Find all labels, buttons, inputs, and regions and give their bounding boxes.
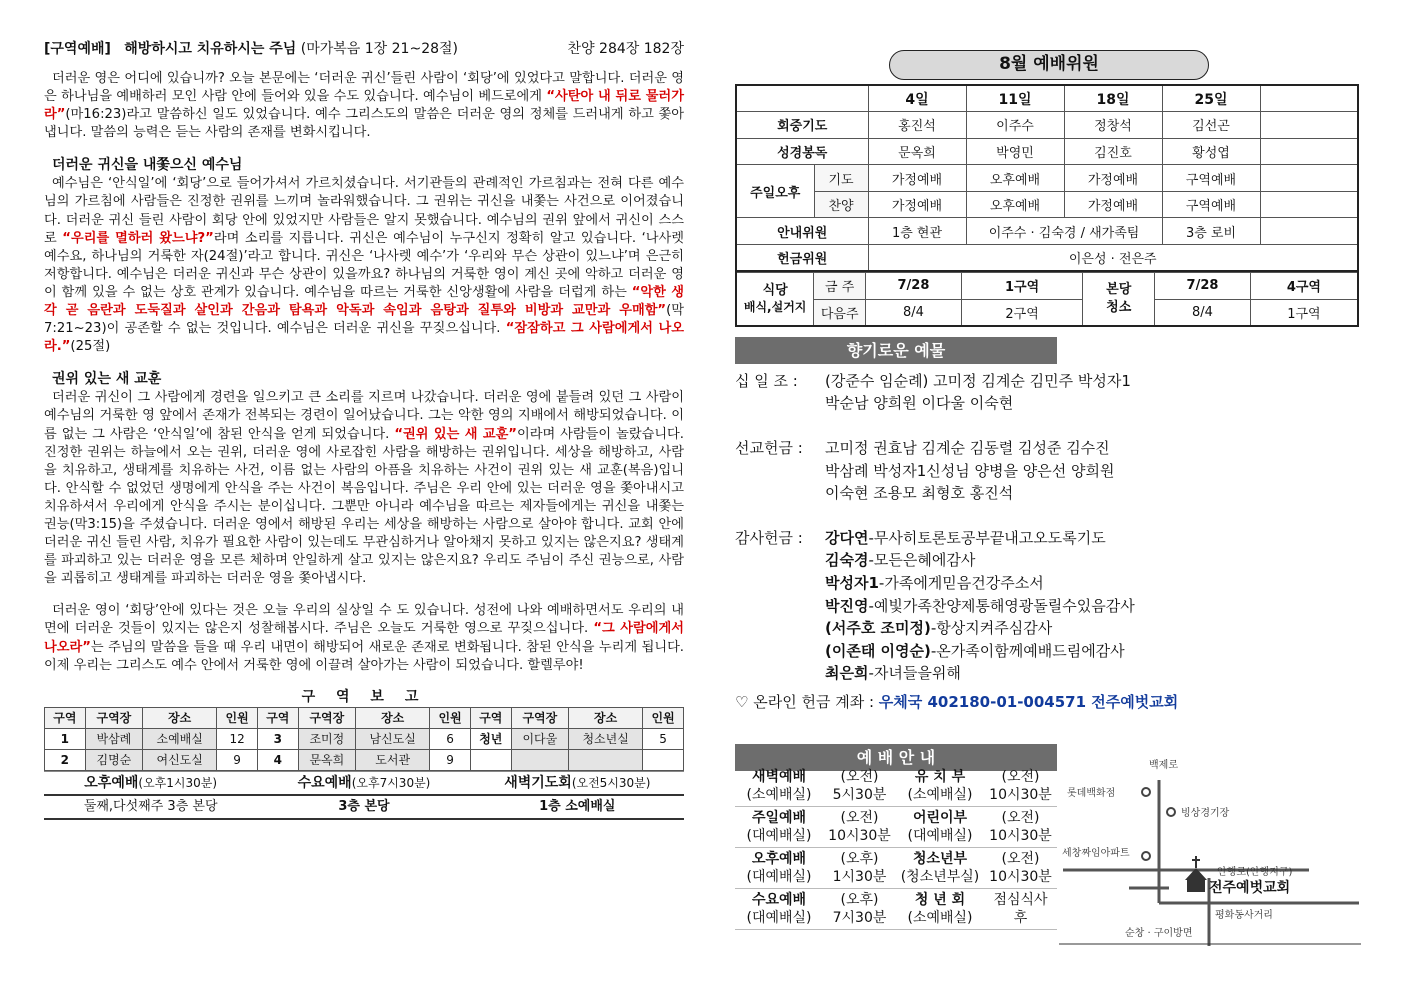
kitchen-cleaning-table: 식당 배식,설거지 금 주 7/28 1구역 본당 청소 7/28 4구역 다음주 8/4 2구역 8/4 1구역 (735, 272, 1359, 327)
table-row (45, 728, 684, 749)
section-2-paragraph: 더러운 귀신이 그 사람에게 경련을 일으키고 큰 소리를 지르며 나갔습니다. 더러운 영에 붙들려 있던 그 사람이 예수님의 거룩한 영 앞에서 존재가 전복되는 경련이 일어났습니다. 그는 악한 영의 지배에서 해방되었습니다. 이름 없는 그 사람은 ‘안식일’에 참된 안식을 얻게 되었습니다. “권위 있는 새 교훈”이라며 사람들이 놀랐습니다. 진정한 권위는 하늘에서 오는 권위, 더러운 영에 사로잡힌 사람을 해방하는 권위입니다. 세상을 해방하고, 사람을 치유하고, 생태계를 치유하는 사건, 이름 없는 사람의 아픔을 치유하는 사건이 권위 있는 새 교훈(복음)입니다. 안식할 수 없었던 생명에게 안식을 주는 사건이 복음입니다. 주님은 우리 안에 있는 더러운 영을 쫓아내시고 치유하셔서 우리에게 안식을 주시는 분이십니다. 그뿐만 아니라 예수님을 따르는 제자들에게는 귀신을 내쫓는 권능(막3:15)을 주셨습니다. 더러운 영에서 해방된 우리는 세상을 해방하는 사람으로 살아야 합니다. 교회 안에 더러운 귀신 들린 사람, 치유가 필요한 사람이 있는데도 무관심하거나 알아채지 못하고 있지는 않은지요? 생태계를 파괴하고 있는 더러운 영을 모른 체하며 안일하게 살고 있지는 않은지요? 우리도 주님이 주신 권능으로, 사람을 괴롭히고 생태계를 파괴하는 더러운 영을 쫓아냅시다. (44, 390, 684, 587)
guide-title: 예 배 안 내 (735, 744, 1057, 771)
map-label-sunchang: 순창 · 구이방면 (1125, 928, 1193, 939)
guide-cell: (오후) 1시30분 (823, 848, 896, 889)
report-cell: 6 (430, 728, 471, 749)
report-cell: 소예배실 (143, 728, 217, 749)
guide-row (735, 889, 1057, 930)
sermon-scripture: (마가복음 1장 21~28절) (300, 41, 459, 57)
guide-cell: (오전) 10시30분 (984, 766, 1057, 807)
wednesday-service: 수요예배(오후7시30분) (297, 774, 431, 791)
info-page (735, 50, 1363, 950)
map-label-lotte: 롯데백화점 (1067, 788, 1116, 799)
report-cell (643, 749, 684, 770)
report-cell: 청소년실 (569, 728, 643, 749)
report-cell: 조미정 (298, 728, 355, 749)
guide-cell: 점심식사 후 (984, 889, 1057, 930)
report-cell: 박삼례 (85, 728, 142, 749)
report-header-cell: 장소 (569, 707, 643, 728)
report-cell: 9 (217, 749, 258, 770)
apartment-marker (1142, 852, 1150, 860)
report-cell: 청년 (470, 728, 511, 749)
online-account: 우체국 402180-01-004571 전주예벗교회 (878, 692, 1179, 711)
report-header-cell: 구역 (257, 707, 298, 728)
thanks-section: 감사헌금 : 강다연-무사히토론토공부끝내고오도록기도 김숙경-모든은혜에감사 박성자1-가족에게믿음건강주소서 박진영-예빛가족찬양제통해영광돌릴수있음감사 (서주호 조미정)-항상지켜주심감사 (이존태 이영순)-온가족이함께예배드림에감사 최은희-자녀들을위해 (735, 528, 1135, 683)
guide-row (735, 848, 1057, 889)
guide-cell: (오전) 10시30분 (984, 848, 1057, 889)
report-cell (511, 749, 568, 770)
sermon-header (44, 38, 684, 60)
report-cell (569, 749, 643, 770)
sermon-category: [구역예배] (44, 41, 111, 57)
guide-cell: (오전) 10시30분 (984, 807, 1057, 848)
sermon-page (44, 38, 684, 948)
ice-rink-marker (1167, 808, 1175, 816)
wednesday-place: 3층 본당 (338, 798, 390, 814)
guide-cell: (오전) 10시30분 (823, 807, 896, 848)
guide-cell: 새벽예배 (소예배실) (735, 766, 823, 807)
report-cell: 3 (257, 728, 298, 749)
final-paragraph: 더러운 영이 ‘회당’안에 있다는 것은 오늘 우리의 실상일 수 도 있습니다. 성전에 나와 예배하면서도 우리의 내면에 더러운 것들이 있지는 않은지 성찰해봅시다. 주님은 오늘도 거룩한 영으로 꾸짖으십니다. “그 사람에게서 나오라”는 주님의 말씀을 들을 때 우리 내면이 해방되어 새로운 존재로 변화됩니다. 참된 안식을 누리게 됩니다. 이제 우리는 그리스도 예수 안에서 거룩한 영에 이끌려 살아가는 사람이 되었습니다. 할렐루야! (44, 603, 684, 673)
report-cell: 김명순 (85, 749, 142, 770)
tithe-section: 십 일 조 : (강준수 임순례) 고미정 김계순 김민주 박성자1 박순남 양희원 이다울 이숙현 (735, 371, 1131, 413)
report-header-cell: 장소 (143, 707, 217, 728)
service-places-row (44, 796, 684, 820)
offerings-title: 향기로운 예물 (735, 337, 1057, 364)
map-label-sechang: 세창짜임아파트 (1062, 848, 1130, 859)
report-header-cell: 인원 (643, 707, 684, 728)
guide-cell: (오후) 7시30분 (823, 889, 896, 930)
worship-guide-table (735, 766, 1057, 930)
guide-row (735, 807, 1057, 848)
report-header-cell: 구역장 (85, 707, 142, 728)
section-1-paragraph: 예수님은 ‘안식일’에 ‘회당’으로 들어가셔서 가르치셨습니다. 서기관들의 관례적인 가르침과는 전혀 다른 예수님의 가르침에 사람들은 진정한 권위를 느끼며 놀라워했습니다. 그 권위는 귀신을 내쫓는 사건으로 이어졌습니다. 더러운 귀신 들린 사람이 회당 안에 있었지만 사람들은 알지 못했습니다. 예수님의 권위 앞에서 귀신이 스스로 “우리를 멸하러 왔느냐?”라며 소리를 지릅니다. 귀신은 예수님이 누구신지 정확히 알고 있습니다. ‘나사렛 예수요, 하나님의 거룩한 자(24절)’라고 합니다. 귀신은 ‘나사렛 예수’가 ‘우리와 무슨 상관이 있느냐’며 은근히 저항합니다. 예수님은 더러운 귀신과 무슨 상관이 있을까요? 하나님의 거룩한 영이 계신 곳에 악하고 더러운 영이 함께 있을 수 없는 상호 관계가 있습니다. 예수님을 따르는 거룩한 신앙생활에 사람을 더럽게 하는 “악한 생각 곧 음란과 도둑질과 살인과 간음과 탐욕과 악독과 속임과 음탕과 질투와 비방과 교만과 우매함”(막7:21~23)이 공존할 수 없는 것입니다. 예수님은 더러운 귀신을 꾸짖으십니다. “잠잠하고 그 사람에게서 나오라.”(25절) (44, 176, 685, 355)
guide-cell: 어린이부 (대예배실) (896, 807, 984, 848)
section-1-title: 더러운 귀신을 내쫓으신 예수님 (52, 157, 243, 174)
dawn-prayer: 새벽기도회(오전5시30분) (504, 774, 651, 791)
report-cell: 남신도실 (356, 728, 430, 749)
intro-paragraph: 더러운 영은 어디에 있습니까? 오늘 본문에는 ‘더러운 귀신’들린 사람이 ‘회당’에 있었다고 말합니다. 더러운 영은 하나님을 예배하러 모인 사람 안에 들어와 있을 수도 있습니다. 예수님이 베드로에게 “사탄아 내 뒤로 물러가라”(마16:23)라고 말씀하신 일도 있었습니다. 예수 그리스도의 말씀은 더러운 영의 정체를 드러내게 하고 쫓아냅니다. 말씀의 능력은 듣는 사람의 존재를 변화시킵니다. (44, 71, 684, 141)
church-icon (1185, 856, 1207, 892)
district-report-title: 구 역 보 고 (301, 688, 427, 705)
afternoon-service: 오후예배(오후1시30분) (84, 774, 218, 791)
guide-cell: 청 년 회 (소예배실) (896, 889, 984, 930)
map-label-church: 전주예벗교회 (1209, 880, 1291, 896)
district-report-table (44, 707, 684, 771)
guide-cell: 수요예배 (대예배실) (735, 889, 823, 930)
sermon-title: 해방하시고 치유하시는 주님 (124, 41, 297, 57)
report-header-row (45, 707, 684, 728)
map-label-anhaeng: 안행로(안행지구) (1217, 867, 1293, 878)
report-cell: 4 (257, 749, 298, 770)
duty-table: 4일 11일 18일 25일 회중기도 홍진석 이주수 정창석 김선곤 성경봉독 문옥희 박영민 김진호 황성엽 주일오후 기도 가정예배 오후예배 가정예배 구역예배 찬양 가정예배 오후예배 가정예배 구역예배 안내위원 1층 현관 이주수 · 김숙경 / 새가족팀 3층 로비 헌금위원 이은성 · 전은주 (735, 84, 1359, 272)
hymn-number: 찬양 284장 182장 (567, 41, 684, 57)
guide-cell: (오전) 5시30분 (823, 766, 896, 807)
online-offering (735, 691, 1363, 712)
report-header-cell: 인원 (430, 707, 471, 728)
guide-cell: 청소년부 (청소년부실) (896, 848, 984, 889)
report-cell: 여신도실 (143, 749, 217, 770)
guide-cell: 오후예배 (대예배실) (735, 848, 823, 889)
report-cell: 2 (45, 749, 86, 770)
section-2-title: 권위 있는 새 교훈 (52, 371, 162, 388)
lotte-marker (1142, 788, 1150, 796)
report-header-cell: 구역장 (298, 707, 355, 728)
report-cell: 5 (643, 728, 684, 749)
report-cell: 도서관 (356, 749, 430, 770)
map-label-baekje: 백제로 (1149, 760, 1178, 771)
dawn-place: 1층 소예배실 (539, 798, 616, 814)
guide-row (735, 766, 1057, 807)
table-row (45, 749, 684, 770)
afternoon-place: 둘째,다섯째주 3층 본당 (83, 798, 218, 814)
guide-cell: 주일예배 (대예배실) (735, 807, 823, 848)
report-header-cell: 인원 (217, 707, 258, 728)
guide-cell: 유 치 부 (소예배실) (896, 766, 984, 807)
online-label: ♡ 온라인 헌금 계좌 : (735, 692, 875, 711)
report-cell: 문옥희 (298, 749, 355, 770)
mission-section: 선교헌금 : 고미정 권효남 김계순 김동렬 김성준 김수진 박삼례 박성자1신성님 양병을 양은선 양희원 이숙현 조용모 최형호 홍진석 (735, 439, 1115, 503)
report-header-cell: 장소 (356, 707, 430, 728)
report-cell: 1 (45, 728, 86, 749)
map-label-pyeonghwa: 평화동사거리 (1215, 910, 1273, 921)
report-header-cell: 구역 (45, 707, 86, 728)
report-header-cell: 구역 (470, 707, 511, 728)
map-label-ice: 빙상경기장 (1181, 808, 1230, 819)
church-map (1059, 758, 1361, 946)
report-cell (470, 749, 511, 770)
report-header-cell: 구역장 (511, 707, 568, 728)
report-cell: 12 (217, 728, 258, 749)
report-cell: 9 (430, 749, 471, 770)
service-times-row (44, 771, 684, 796)
duty-title: 8월 예배위원 (889, 50, 1209, 80)
report-cell: 이다울 (511, 728, 568, 749)
